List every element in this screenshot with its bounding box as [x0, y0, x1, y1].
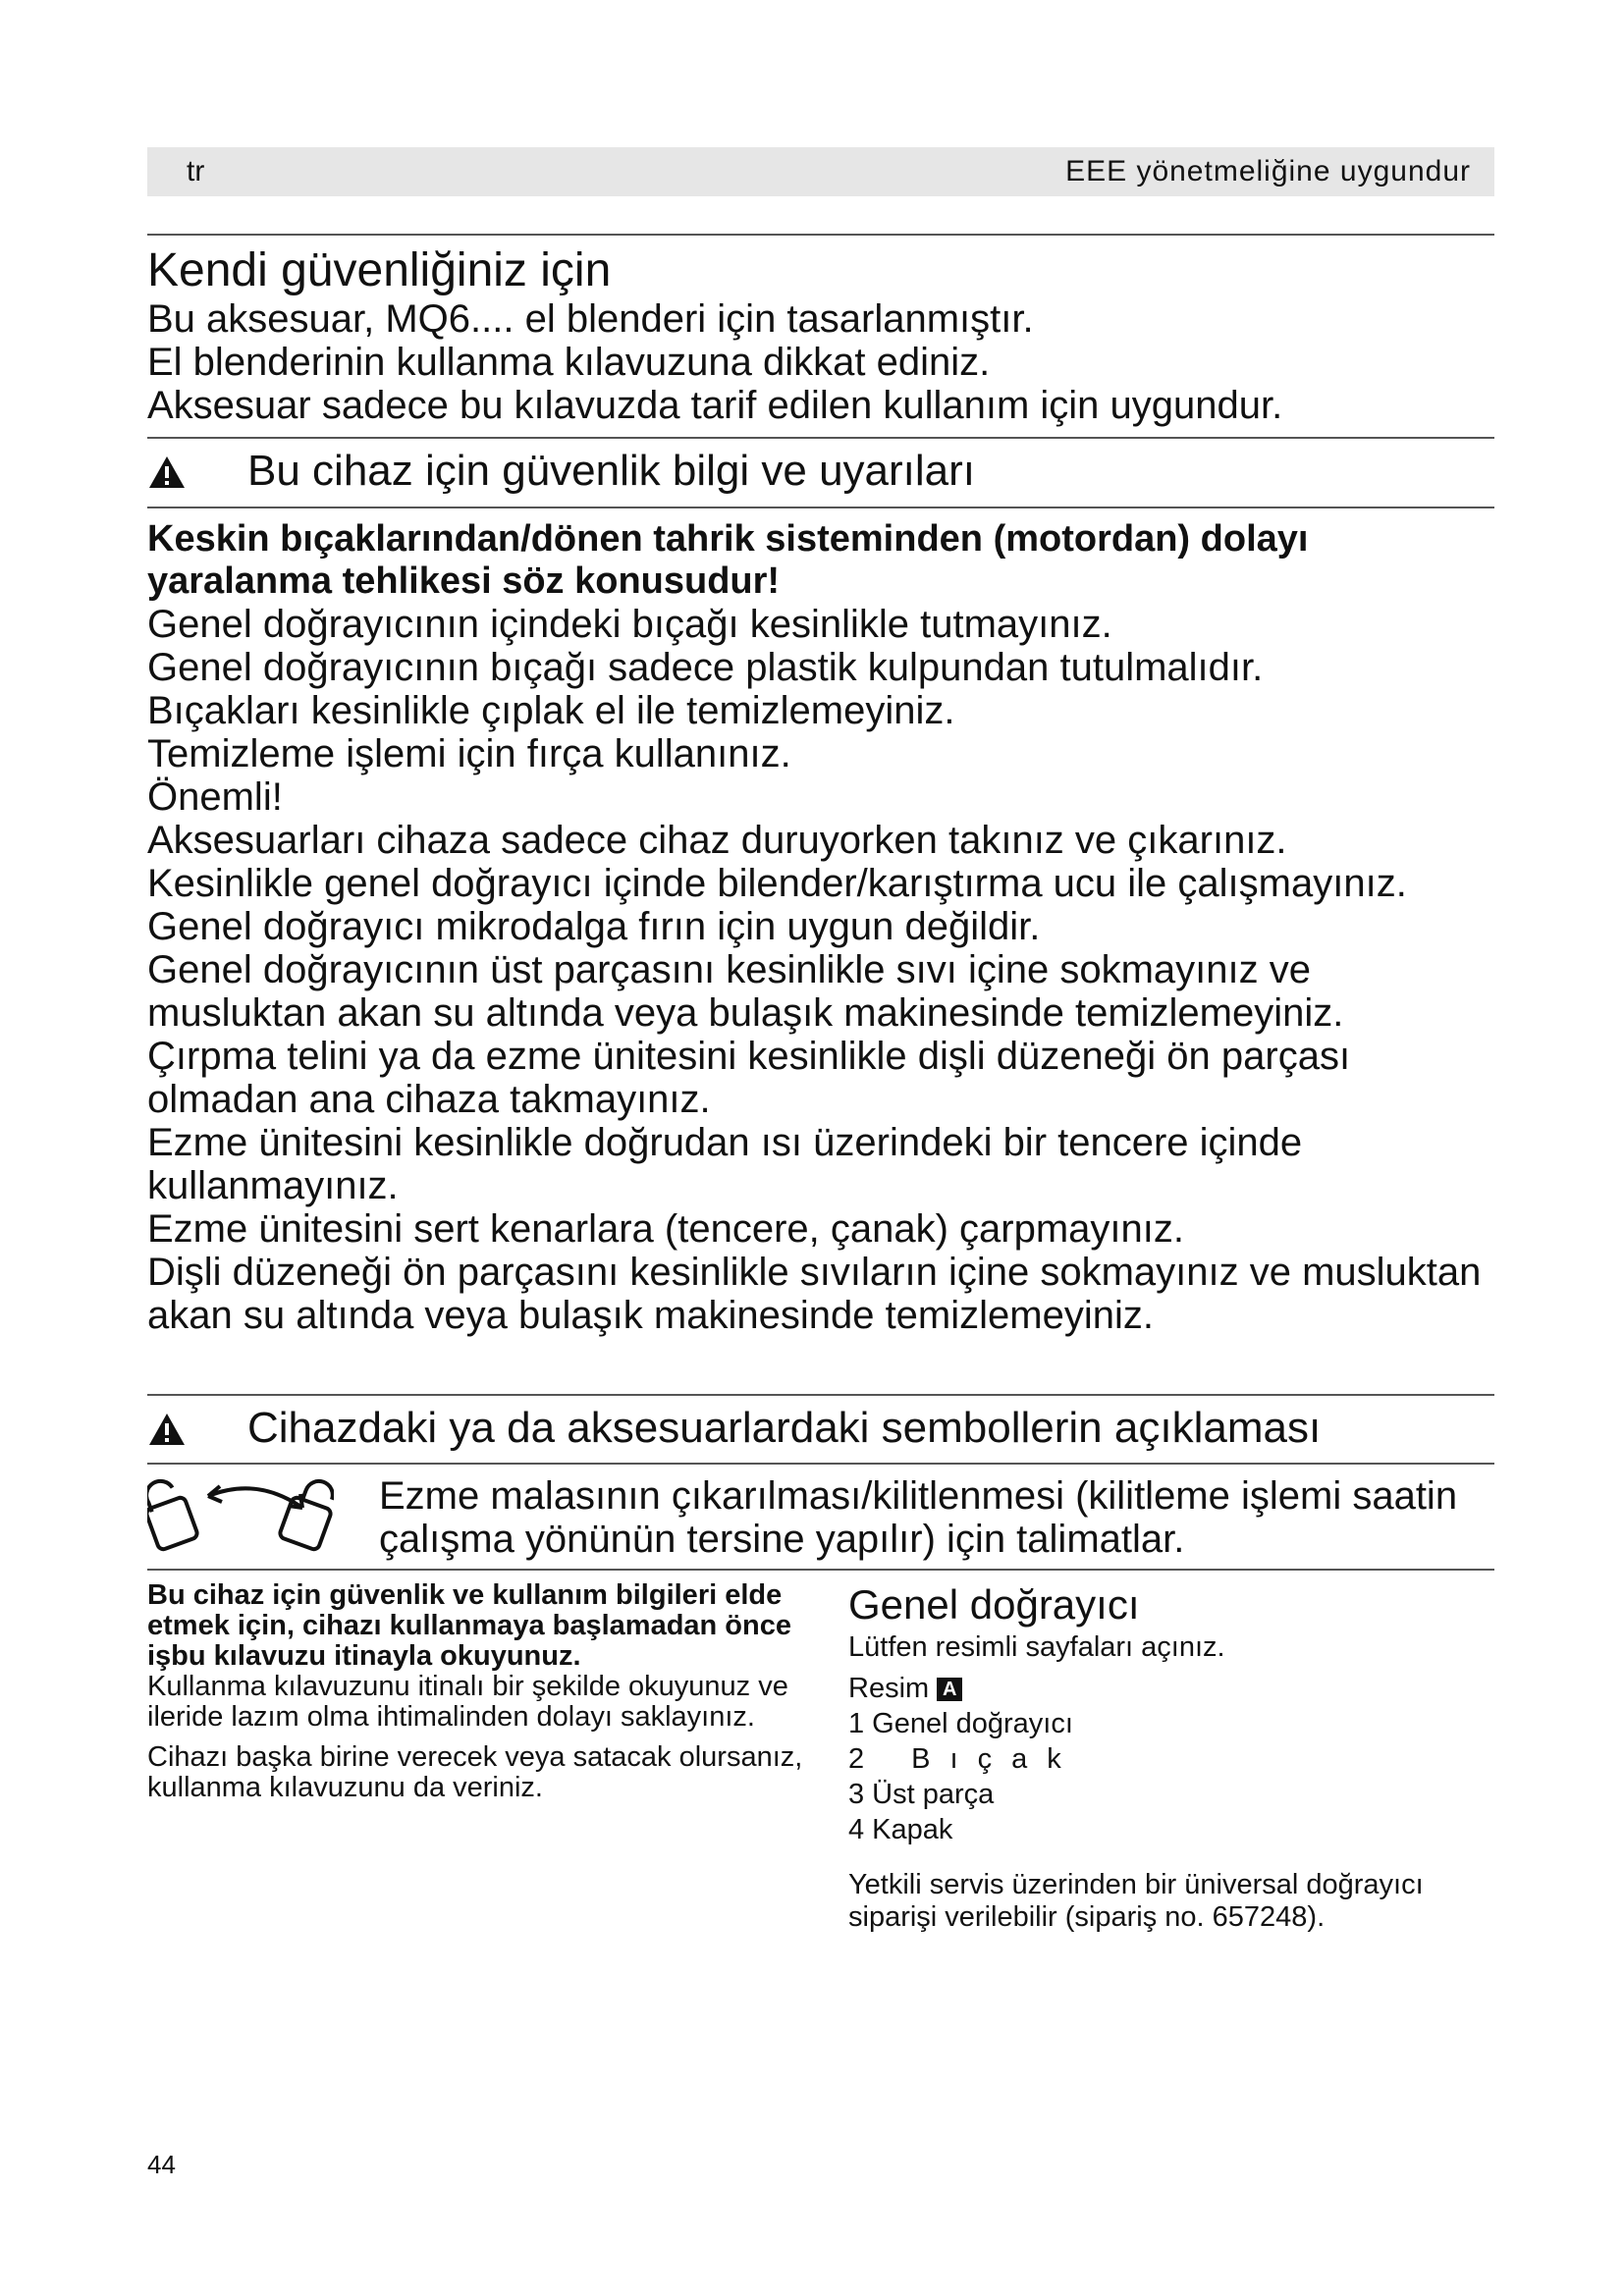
safety-line: Bıçakları kesinlikle çıplak el ile temizlemeyiniz.: [147, 689, 955, 732]
safety-line: Genel doğrayıcının bıçağı sadece plastik kulpundan tutulmalıdır.: [147, 646, 1264, 689]
figure-reference: [848, 1671, 1496, 1706]
intro-line: El blenderinin kullanma kılavuzuna dikkat ediniz.: [147, 341, 991, 384]
safety-line: Genel doğrayıcının üst parçasını kesinlikle sıvı içine sokmayınız ve musluktan akan su altında veya bulaşık makinesinde temizlemeyiniz.: [147, 948, 1344, 1035]
part-item: 2 Bıçak: [848, 1743, 1081, 1775]
part-item: 1 Genel doğrayıcı: [848, 1708, 1073, 1739]
lock-instruction: Ezme malasının çıkarılması/kilitlenmesi (kilitleme işlemi saatin çalışma yönünün tersine yapılır) için talimatlar.: [379, 1474, 1458, 1561]
figure-badge: A: [937, 1678, 962, 1701]
open-pictures-note: Lütfen resimli sayfaları açınız.: [848, 1631, 1225, 1663]
intro-text: [147, 297, 1282, 427]
safety-heading-text: Bu cihaz için güvenlik bilgi ve uyarıları: [247, 447, 976, 495]
divider: [147, 1394, 1494, 1396]
warning-triangle-icon: [147, 454, 187, 490]
safety-line: Ezme ünitesini kesinlikle doğrudan ısı üzerindeki bir tencere içinde kullanmayınız.: [147, 1121, 1303, 1207]
safety-line: Aksesuarları cihaza sadece cihaz duruyorken takınız ve çıkarınız.: [147, 819, 1287, 862]
hand-over-note: Cihazı başka birine verecek veya satacak olursanız, kullanma kılavuzunu da veriniz.: [147, 1741, 803, 1803]
warning-triangle-icon: [147, 1412, 187, 1447]
divider: [147, 437, 1494, 439]
injury-warning: Keskin bıçaklarından/dönen tahrik sisteminden (motordan) dolayı yaralanma tehlikesi söz konusudur!: [147, 518, 1309, 602]
safety-line: Genel doğrayıcının içindeki bıçağı kesinlikle tutmayınız.: [147, 603, 1112, 646]
figure-label: Resim: [848, 1673, 930, 1704]
service-note: Yetkili servis üzerinden bir üniversal doğrayıcı siparişi verilebilir (sipariş no. 657248).: [848, 1869, 1424, 1933]
part-item: 3 Üst parça: [848, 1779, 995, 1810]
intro-title: Kendi güvenliğiniz için: [147, 244, 612, 296]
intro-line: Aksesuar sadece bu kılavuzda tarif edilen kullanım için uygundur.: [147, 384, 1283, 427]
symbols-heading-text: Cihazdaki ya da aksesuarlardaki sembollerin açıklaması: [247, 1404, 1322, 1452]
intro-line: Bu aksesuar, MQ6.... el blenderi için tasarlanmıştır.: [147, 297, 1034, 341]
read-manual-note: Bu cihaz için güvenlik ve kullanım bilgileri elde etmek için, cihazı kullanmaya başlamadan önce işbu kılavuzu itinayla okuyunuz.: [147, 1579, 791, 1672]
safety-line: Dişli düzeneği ön parçasını kesinlikle sıvıların içine sokmayınız ve musluktan akan su altında veya bulaşık makinesinde temizlemeyiniz.: [147, 1251, 1482, 1337]
header-bar: [147, 147, 1494, 196]
divider: [147, 507, 1494, 508]
important-label: Önemli!: [147, 775, 283, 819]
chopper-heading: Genel doğrayıcı: [848, 1581, 1140, 1628]
safety-line: Çırpma telini ya da ezme ünitesini kesinlikle dişli düzeneği ön parçası olmadan ana cihaza takmayınız.: [147, 1035, 1351, 1121]
safety-line: Temizleme işlemi için fırça kullanınız.: [147, 732, 791, 775]
safety-line: Ezme ünitesini sert kenarlara (tencere, çanak) çarpmayınız.: [147, 1207, 1184, 1251]
page-number: 44: [147, 2150, 176, 2179]
divider: [147, 234, 1494, 236]
safety-line: Kesinlikle genel doğrayıcı içinde bilender/karıştırma ucu ile çalışmayınız. Genel doğrayıcı mikrodalga fırın için uygun değildir.: [147, 862, 1407, 948]
lock-unlock-icon: [147, 1472, 334, 1559]
divider: [147, 1569, 1494, 1571]
safety-text: [147, 518, 1494, 1337]
language-code: tr: [187, 155, 205, 187]
left-column: [147, 1580, 815, 1813]
part-item: 4 Kapak: [848, 1814, 953, 1845]
right-column: [848, 1580, 1496, 1934]
divider: [147, 1463, 1494, 1465]
keep-manual-note: Kullanma kılavuzunu itinalı bir şekilde okuyunuz ve ileride lazım olma ihtimalinden dolayı saklayınız.: [147, 1671, 788, 1733]
compliance-note: EEE yönetmeliğine uygundur: [1065, 155, 1471, 187]
